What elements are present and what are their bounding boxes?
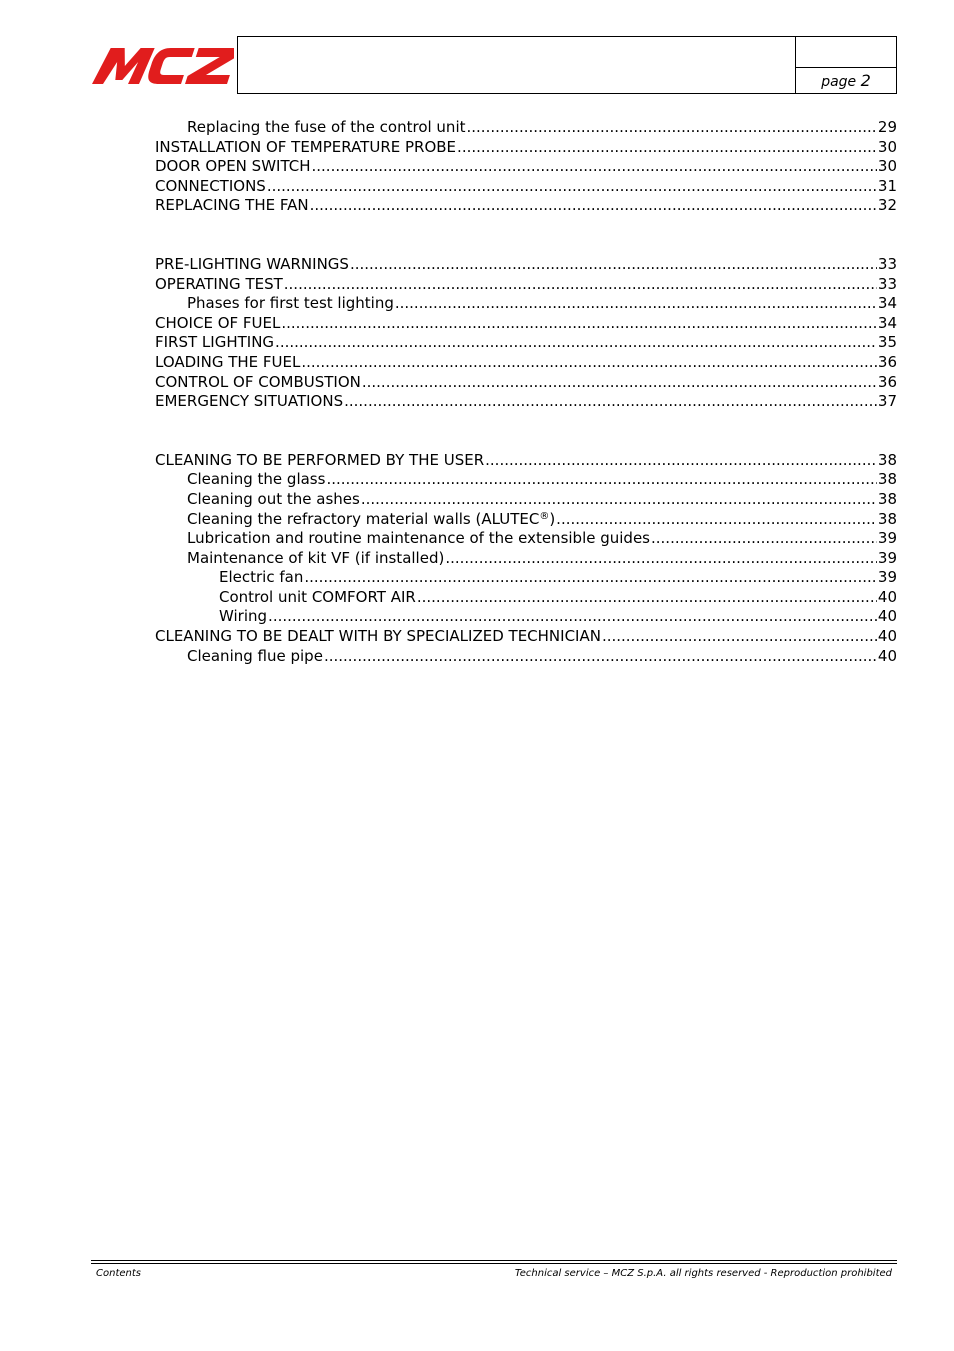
page-number: 2 <box>860 71 871 90</box>
toc-entry[interactable] <box>155 529 897 549</box>
toc-entry-title <box>155 333 274 353</box>
toc-entry-page: 34 <box>877 313 897 332</box>
toc-entry-page: 32 <box>877 196 897 215</box>
toc-entry-page: 34 <box>877 294 897 313</box>
toc-entry-title-text: Cleaning the refractory material walls (ALUTEC <box>187 509 540 528</box>
toc-entry[interactable] <box>155 392 897 412</box>
toc-entry[interactable] <box>155 314 897 334</box>
toc-entry-title-text: LOADING THE FUEL <box>155 352 301 371</box>
toc-entry[interactable] <box>155 157 897 177</box>
toc-entry[interactable] <box>155 275 897 295</box>
dot-leader <box>267 177 877 197</box>
toc-entry-page: 39 <box>877 548 897 567</box>
toc-entry-title <box>155 353 300 373</box>
dot-leader <box>602 627 877 647</box>
toc-entry-page: 30 <box>877 137 897 156</box>
dot-leader <box>326 470 876 490</box>
toc-entry[interactable] <box>155 196 897 216</box>
toc-entry-title-text: PRE-LIGHTING WARNINGS <box>155 254 349 273</box>
header-box <box>237 36 897 94</box>
toc-group <box>155 118 897 216</box>
toc-group <box>155 255 897 412</box>
toc-entry-title-text: FIRST LIGHTING <box>155 333 275 352</box>
toc-entry[interactable] <box>155 588 897 608</box>
toc-entry-title <box>155 373 361 393</box>
toc-entry-page: 30 <box>877 157 897 176</box>
toc-entry-title-text: Maintenance of kit VF (if installed) <box>187 548 445 567</box>
dot-leader <box>310 196 877 216</box>
dot-leader <box>457 138 877 158</box>
toc-entry-title <box>219 588 416 608</box>
toc-entry-title-text: CHOICE OF FUEL <box>155 313 281 332</box>
toc-entry-title-text: REPLACING THE FAN <box>155 196 309 215</box>
toc-entry-title <box>187 529 650 549</box>
toc-entry-title <box>187 510 555 530</box>
toc-entry-page: 38 <box>877 509 897 528</box>
toc-entry[interactable] <box>155 647 897 667</box>
toc-entry-page: 39 <box>877 529 897 548</box>
dot-leader <box>312 157 877 177</box>
dot-leader <box>284 275 877 295</box>
toc-entry-page: 40 <box>877 627 897 646</box>
toc-entry[interactable] <box>155 451 897 471</box>
toc-entry[interactable] <box>155 353 897 373</box>
toc-entry-page: 38 <box>877 489 897 508</box>
header-top-cell <box>796 37 896 68</box>
toc-entry-title <box>219 568 303 588</box>
dot-leader <box>344 392 877 412</box>
toc-entry-title <box>155 255 349 275</box>
toc-entry-page: 36 <box>877 372 897 391</box>
toc-entry-page: 35 <box>877 333 897 352</box>
toc-entry-title-text: Cleaning the glass <box>187 470 326 489</box>
toc-entry-title <box>155 157 311 177</box>
toc-entry[interactable] <box>155 510 897 530</box>
toc-entry-title-text: CONNECTIONS <box>155 176 266 195</box>
toc-entry-title-text: DOOR OPEN SWITCH <box>155 157 311 176</box>
toc-entry[interactable] <box>155 568 897 588</box>
toc-entry-title <box>187 549 444 569</box>
dot-leader <box>556 510 877 530</box>
footer-rule-thin <box>91 1263 897 1264</box>
toc-entry[interactable] <box>155 118 897 138</box>
toc-entry-page: 38 <box>877 470 897 489</box>
toc-entry-title <box>219 607 267 627</box>
table-of-contents <box>155 118 897 705</box>
dot-leader <box>395 294 877 314</box>
toc-entry-page: 40 <box>877 646 897 665</box>
toc-entry[interactable] <box>155 294 897 314</box>
toc-entry-title-text: EMERGENCY SITUATIONS <box>155 392 344 411</box>
toc-entry-page: 39 <box>877 568 897 587</box>
toc-entry[interactable] <box>155 177 897 197</box>
toc-entry-title <box>187 490 360 510</box>
toc-entry-page: 37 <box>877 392 897 411</box>
dot-leader <box>361 490 877 510</box>
toc-entry-title-text: CLEANING TO BE PERFORMED BY THE USER <box>155 450 485 469</box>
toc-entry[interactable] <box>155 549 897 569</box>
footer-section-label: Contents <box>96 1268 141 1279</box>
toc-entry-title-text: Control unit COMFORT AIR <box>219 587 416 606</box>
toc-entry-page: 40 <box>877 587 897 606</box>
toc-entry-title <box>155 177 266 197</box>
toc-entry-title <box>155 275 283 295</box>
dot-leader <box>467 118 877 138</box>
dot-leader <box>445 549 877 569</box>
toc-entry-title <box>155 314 280 334</box>
page-indicator <box>796 71 896 90</box>
toc-entry-page: 36 <box>877 352 897 371</box>
toc-entry[interactable] <box>155 333 897 353</box>
dot-leader <box>324 647 877 667</box>
dot-leader <box>275 333 877 353</box>
dot-leader <box>268 607 877 627</box>
toc-entry-title <box>155 392 343 412</box>
toc-entry-title-text: INSTALLATION OF TEMPERATURE PROBE <box>155 137 457 156</box>
toc-entry[interactable] <box>155 490 897 510</box>
toc-entry-page: 33 <box>877 254 897 273</box>
dot-leader <box>281 314 877 334</box>
toc-entry[interactable] <box>155 470 897 490</box>
dot-leader <box>301 353 877 373</box>
toc-entry-title <box>155 627 601 647</box>
toc-entry-title <box>187 118 466 138</box>
toc-entry-title <box>187 470 325 490</box>
dot-leader <box>304 568 877 588</box>
toc-entry-title <box>155 451 484 471</box>
dot-leader <box>362 373 877 393</box>
dot-leader <box>485 451 877 471</box>
footer-copyright: Technical service – MCZ S.p.A. all rights reserved - Reproduction prohibited <box>514 1268 892 1279</box>
toc-entry-title <box>155 138 456 158</box>
page-label: page <box>821 74 857 90</box>
toc-entry-title <box>187 294 394 314</box>
dot-leader <box>350 255 877 275</box>
toc-group <box>155 451 897 667</box>
toc-entry-title-text: CLEANING TO BE DEALT WITH BY SPECIALIZED TECHNICIAN <box>155 627 601 646</box>
registered-mark: ® <box>539 510 550 522</box>
toc-entry-title-text: Cleaning out the ashes <box>187 489 360 508</box>
footer-rule <box>91 1260 897 1261</box>
toc-entry[interactable] <box>155 138 897 158</box>
toc-entry-page: 40 <box>877 607 897 626</box>
toc-entry[interactable] <box>155 607 897 627</box>
toc-entry-title-suffix: ) <box>549 509 556 528</box>
toc-entry-title-text: Electric fan <box>219 568 304 587</box>
toc-entry-title-text: OPERATING TEST <box>155 274 283 293</box>
toc-entry[interactable] <box>155 627 897 647</box>
toc-entry-title <box>187 647 323 667</box>
toc-entry-title-text: Phases for first test lighting <box>187 294 394 313</box>
toc-entry[interactable] <box>155 373 897 393</box>
toc-entry[interactable] <box>155 255 897 275</box>
toc-entry-title-text: Replacing the fuse of the control unit <box>187 118 466 136</box>
toc-entry-page: 31 <box>877 176 897 195</box>
toc-entry-title-text: Wiring <box>219 607 268 626</box>
toc-entry-page: 33 <box>877 274 897 293</box>
toc-entry-title <box>155 196 309 216</box>
toc-entry-title-text: CONTROL OF COMBUSTION <box>155 372 361 391</box>
dot-leader <box>417 588 877 608</box>
mcz-logo <box>92 44 234 88</box>
toc-entry-page: 38 <box>877 450 897 469</box>
dot-leader <box>651 529 877 549</box>
toc-entry-title-text: Lubrication and routine maintenance of the extensible guides <box>187 529 650 548</box>
toc-entry-title-text: Cleaning flue pipe <box>187 646 323 665</box>
toc-entry-page: 29 <box>877 118 897 136</box>
